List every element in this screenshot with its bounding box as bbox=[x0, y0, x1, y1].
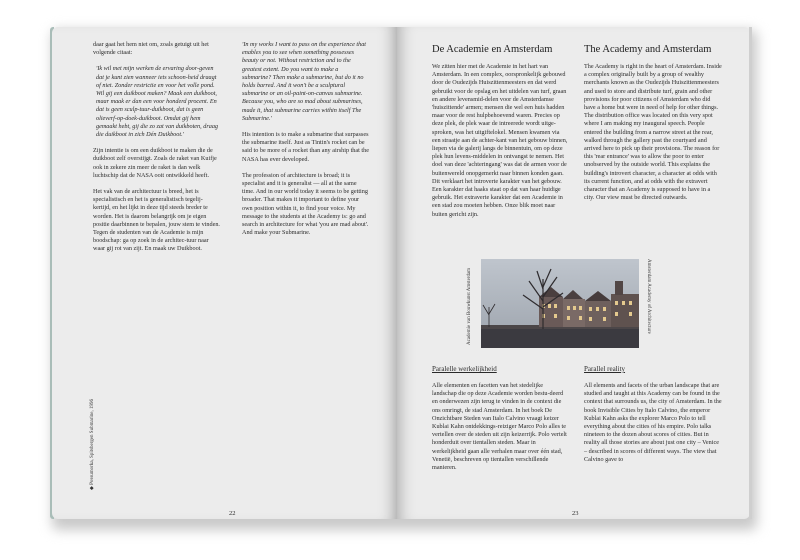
left-spine-caption: ◆ Possumorka, Spitsbergen Submarine, 1996 bbox=[90, 399, 95, 490]
english-quote: 'In my works I want to pass on the experience that enables you to see when something possesses beauty or not. Without restriction and to the greatest extent. Do you want to make a submarine? Then make a submarine, but do it no holds barred. And it won't be a sculptural submarine or an oil-paint-on-canvas submarine. Because you, who are so mad about submarines, made it, that submarine carries within itself The Submarine.' bbox=[242, 41, 367, 122]
right-page-number: 23 bbox=[572, 510, 579, 517]
dutch-subheading: Paralelle werkelijkheid bbox=[432, 365, 497, 373]
english-heading: The Academy and Amsterdam bbox=[584, 44, 712, 55]
dutch-quote: 'Ik wil met mijn werken de ervaring door-geven dat je kunt zien wanneer iets schoon-heid draagt of niet. Zonder restrictie en voor het volle pond. Wil gij een duikboot maken? Maak een duikboot, maar maak er dan een voor honderd procent. En dat is geen sculp-tuur-duikboot, dat is geen olieverf-op-doek-duikboot. Omdat gij hem gemaakt hebt, gij die zo zat van duikboten, draag die duikboot in zich Dén Duikboot.' bbox=[96, 65, 219, 139]
dutch-paragraph-3: Het vak van de architectuur is breed, het is specialistisch en het is generalistisch tegelij-kertijd, en het lijkt in deze tijd steeds breder te worden. Het is daarom belangrijk om je eigen positie daarbinnen te bepalen, jouw stem te vinden. Tegen de studenten van de Academie is mijn boodschap: ga op zoek in de architec-tuur naar waar gij rot van zijt. En maak uw Duikboot. bbox=[93, 188, 220, 253]
dutch-body-2 bbox=[432, 382, 568, 480]
english-body bbox=[584, 63, 722, 210]
building-illustration bbox=[481, 259, 639, 348]
dutch-body bbox=[432, 63, 568, 227]
english-column bbox=[242, 41, 369, 245]
left-page-number: 22 bbox=[229, 510, 236, 517]
dutch-column bbox=[93, 41, 220, 262]
back-cover-edge bbox=[749, 27, 752, 519]
academy-building-photo bbox=[481, 259, 639, 348]
dutch-heading: De Academie en Amsterdam bbox=[432, 44, 553, 55]
english-body-2 bbox=[584, 382, 722, 472]
photo-caption-english: Amsterdam Academy of Architecture bbox=[646, 259, 651, 334]
dutch-paragraph-2: Zijn intentie is om een duikboot te maken die de duikboot zelf overstijgt. Zoals de raket van Kuifje ook in zekere zin meer de raket is dan welk luchtschip dat de NASA ooit ontwikkeld heeft. bbox=[93, 147, 217, 179]
dutch-intro: daar gaat het hem niet om, zoals getuigt uit het volgende citaat: bbox=[93, 41, 209, 57]
english-paragraph-3: The profession of architecture is broad; it is specialist and it is generalist — all at the same time. And in our world today it seems to be getting broader. That makes it important to define your own position within it, to find your voice. My message to the students at the Academy is: go and search in architecture for what 'you are mad about'. And make your Submarine. bbox=[242, 171, 369, 237]
english-subheading: Parallel reality bbox=[584, 365, 626, 373]
dutch-body-2-text: Alle elementen en facetten van het stedelijke landschap die op deze Academie worden bestu-deerd en onderwezen zijn terug te vinden in de context die ons omringt, de stad Amsterdam. In het boek De Onzichtbare Steden van Italo Calvino vraagt keizer Kublai Kahn ontdekkings-reiziger Marco Polo alles te vertellen over de steden uit zijn keizerrijk. Polo vertelt honderduit over tientallen steden. Maar in werkelijkheid gaan alle verhalen maar over één stad, Venetië, beschreven op tientallen verschillende manieren. bbox=[432, 382, 567, 472]
english-body-text: The Academy is right in the heart of Amsterdam. Inside a complex originally built by a group of wealthy merchants known as the Oudezijds Huiszittenmeesters and used to store and distribute turf, grain and other provisions for poor citizens of Amsterdam who did have a home but were in need of help for other things. The distribution office was located on this very spot where I am making my inaugural speech. People entered the building from a narrow street at the rear, walked through the gallery past the courtyard and arrived here to pick up their provisions. The reason for this 'rear entrance' was to allow the poor to enter unobserved by the outside world. This explains the building's introvert character, a character at odds with its current function, and at odds with the extravert character that an Academy is supposed to have in a city. Our view must be directed outwards. bbox=[584, 63, 722, 202]
english-body-2-text: All elements and facets of the urban landscape that are studied and taught at this Academy can be found in the context that surrounds us, the city of Amsterdam. In the book Invisible Cities by Italo Calvino, the emperor Kublai Kahn asks the explorer Marco Polo to tell everything about the cities of his empire. Polo talks nineteen to the dozen about scores of cities. But in reality all those stories are about just one city – Venice – described in scores of different ways. The view that Calvino gave to bbox=[584, 382, 722, 463]
english-paragraph-2: His intention is to make a submarine that surpasses the submarine itself. Just as Tintin's rocket can be said to be more of a rocket than any airship that the NASA has ever developed. bbox=[242, 131, 369, 163]
left-page bbox=[52, 27, 397, 519]
photo-caption-dutch: Academie van Bouwkunst Amsterdam bbox=[467, 267, 472, 345]
dutch-body-text: We zitten hier met de Academie in het hart van Amsterdam. In een complex, oorspronkelijk gebouwd door de Oudezijds Huiszittenmeesters en dat werd gebruikt voor de opslag en het uitdelen van turf, graan en andere levensmid-delen voor de Amsterdamse 'huiszittende' armen; mensen die wel een huis hadden maar voor de rest hulpbehoevend waren. Precies op deze plek, de plek waar de intreerede wordt uitge-sproken, was het uitgiftelokel. Mensen kwamen via een straatje aan de achter-kant van het gebouw binnen, liepen via de galerij langs de binnentuin, om op deze plek hun levens-middelen in ontvangst te nemen. Het doel van deze 'achteringang' was dat de armen voor de buitenwereld onopgemerkt naar binnen konden gaan. Dit verklaart het introverte karakter van het gebouw. Een karakter dat haaks staat op dat van haar huidige gebruik. Het extraverte karakter dat een Academie in een stad zou moeten hebben. Onze blik moet naar buiten gericht zijn. bbox=[432, 63, 568, 218]
